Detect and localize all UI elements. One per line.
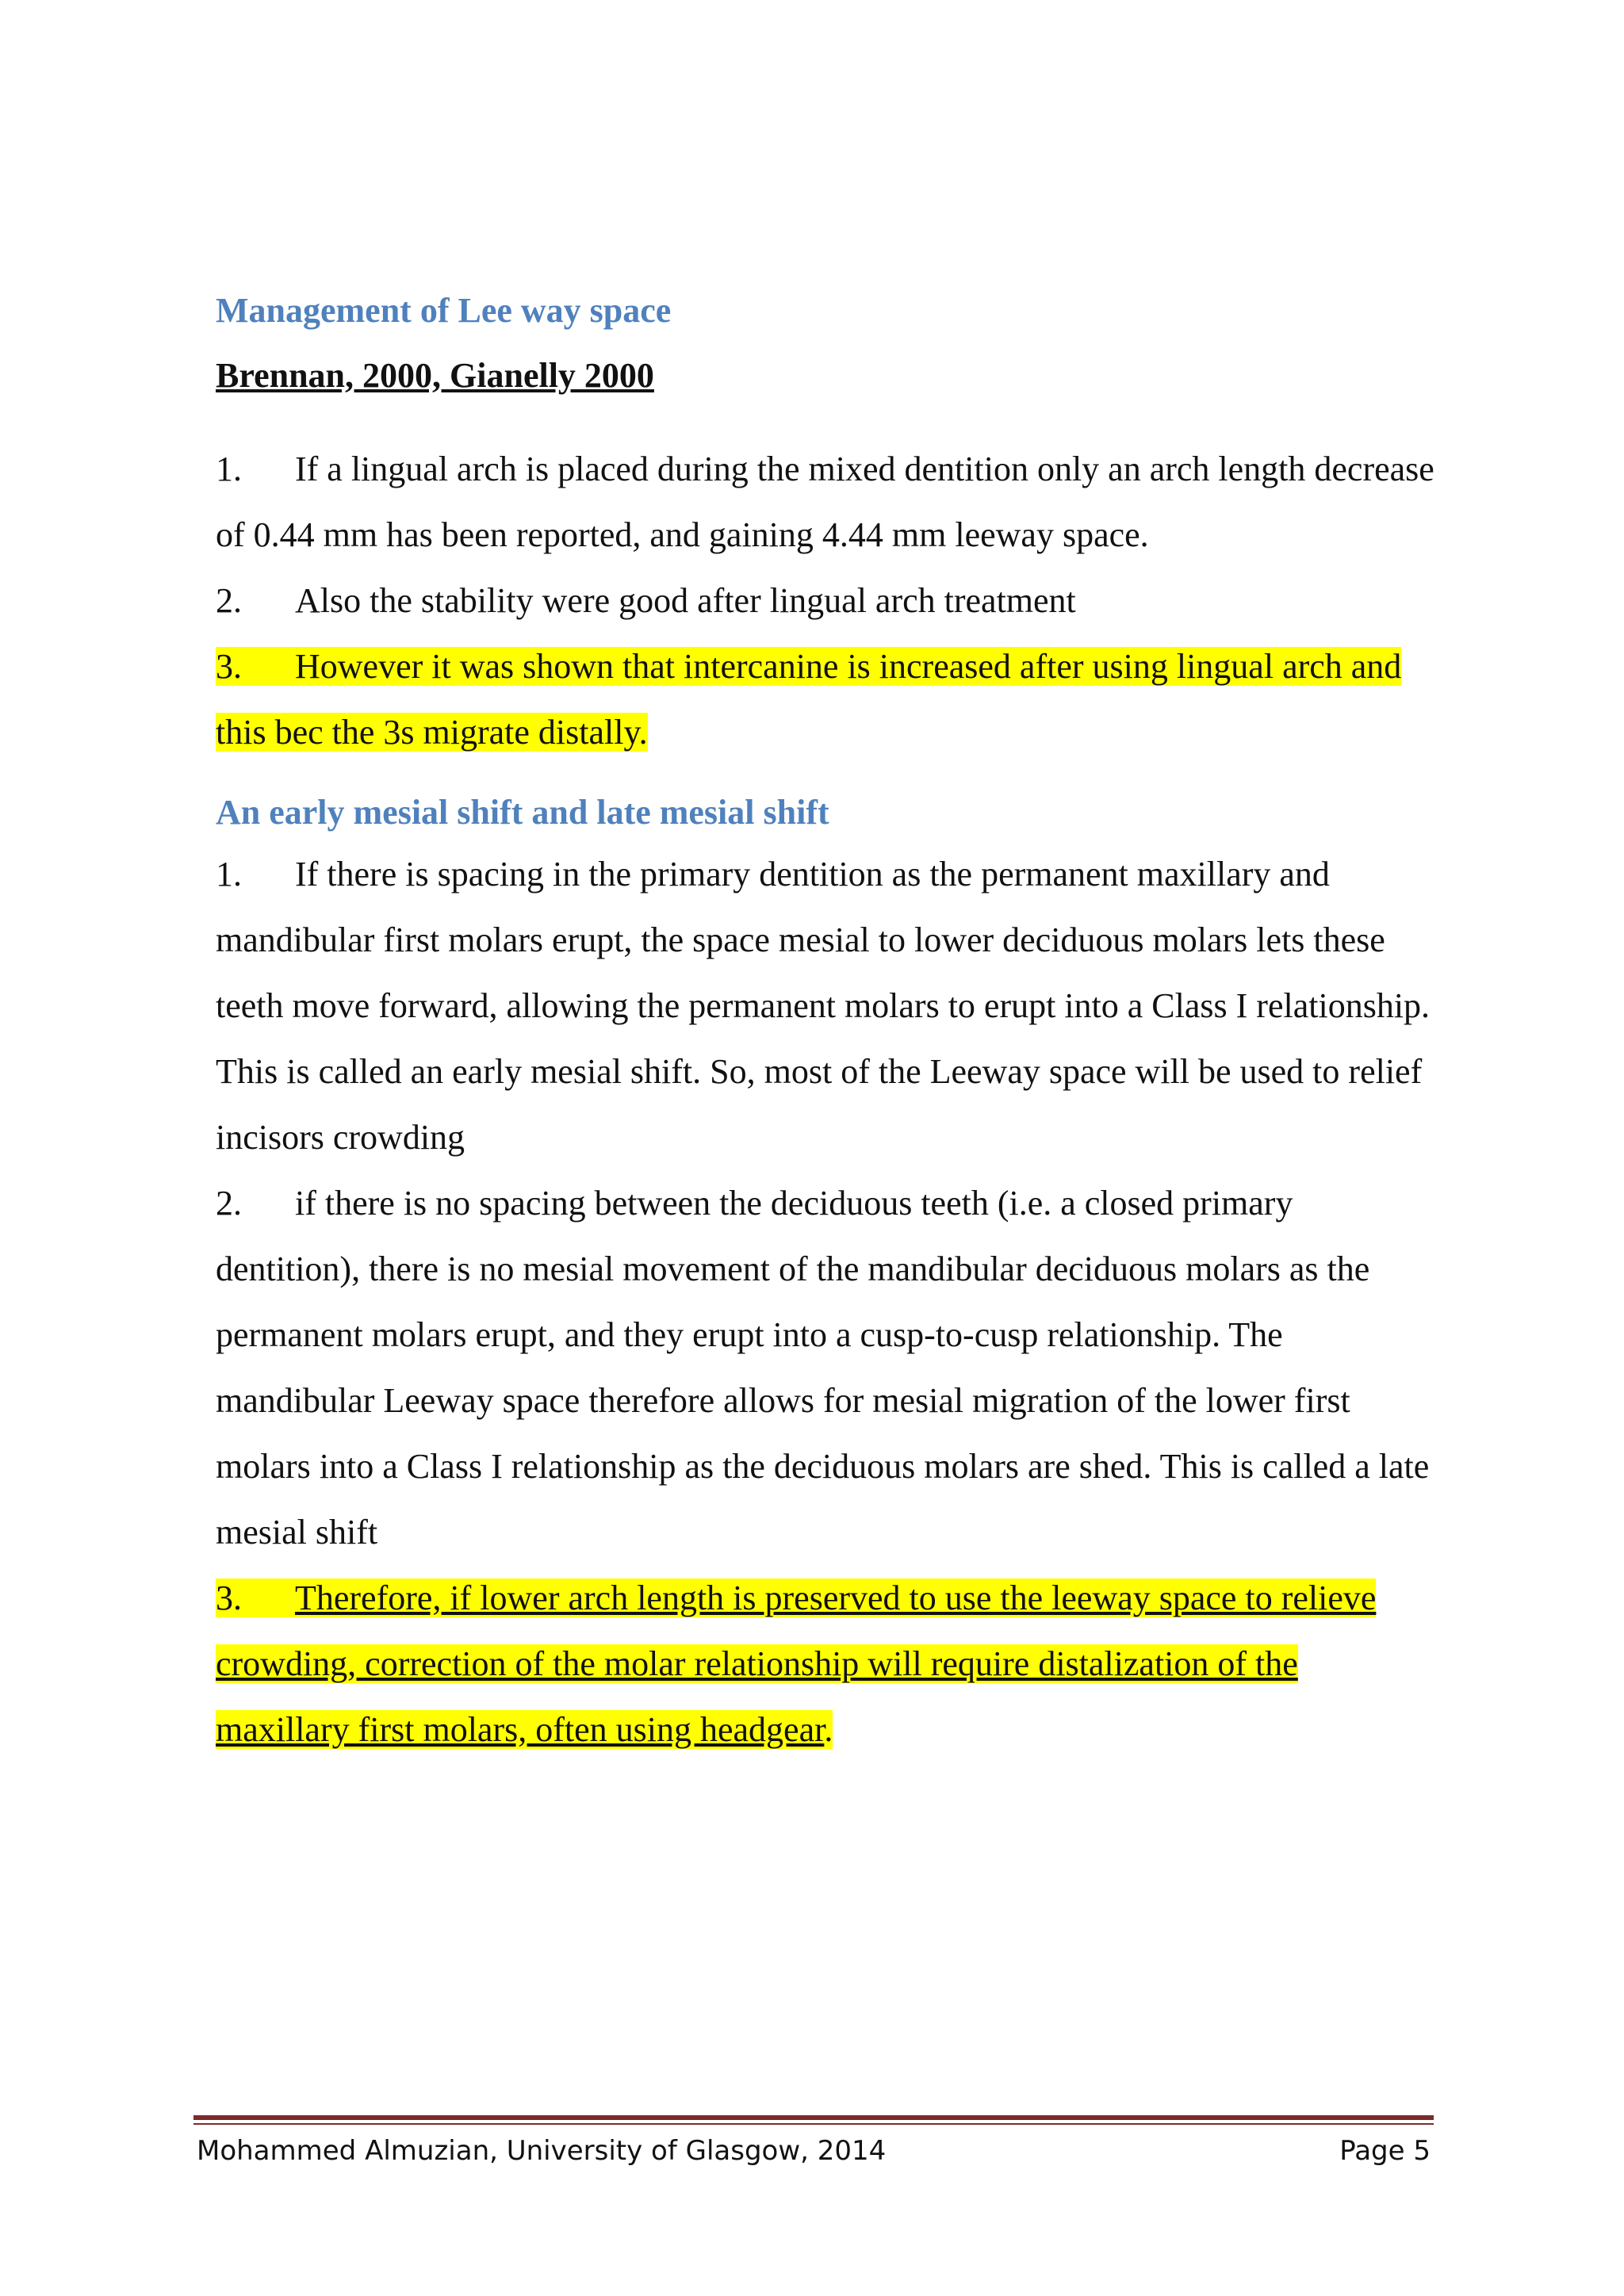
item-number: 2.: [216, 1184, 242, 1223]
item-text: If a lingual arch is placed during the mixed dentition only an arch length decrease of 0.44 mm has been reported, and gaining 4.44 mm leeway space.: [216, 450, 1434, 554]
footer-author: Mohammed Almuzian, University of Glasgow, 2014: [197, 2135, 887, 2167]
item-trailing-period: .: [824, 1710, 833, 1749]
item-text: if there is no spacing between the deciduous teeth (i.e. a closed primary dentition), there is no mesial movement of the mandibular deciduous molars as the permanent molars erupt, and they erupt into a cusp-to-cusp relationship. The mandibular Leeway space therefore allows for mesial migration of the lower first molars into a Class I relationship as the deciduous molars are shed. This is called a late mesial shift: [216, 1184, 1430, 1552]
highlighted-text: [216, 1578, 1376, 1749]
footer-divider: [193, 2115, 1434, 2120]
list-item: [216, 436, 1437, 568]
item-text: However it was shown that intercanine is increased after using lingual arch and this bec the 3s migrate distally.: [216, 647, 1402, 752]
highlighted-text: [216, 647, 1401, 752]
item-number: 3.: [216, 647, 242, 686]
reference-citation: Brennan, 2000, Gianelly 2000: [216, 356, 654, 395]
list-item: [216, 568, 1437, 633]
list-item-highlighted: [216, 1565, 1437, 1762]
item-number: 1.: [216, 450, 242, 488]
page-content: [216, 285, 1437, 1762]
item-text: Also the stability were good after lingual arch treatment: [295, 581, 1076, 620]
item-text: If there is spacing in the primary dentition as the permanent maxillary and mandibular first molars erupt, the space mesial to lower deciduous molars lets these teeth move forward, allowing the permanent molars to erupt into a Class I relationship. This is called an early mesial shift. So, most of the Leeway space will be used to relief incisors crowding: [216, 855, 1431, 1157]
footer-divider-thin: [193, 2123, 1434, 2125]
list-item: [216, 1170, 1437, 1565]
page-number: Page 5: [1339, 2135, 1431, 2167]
list-item-highlighted: [216, 633, 1437, 765]
item-number: 1.: [216, 855, 242, 894]
item-number: 3.: [216, 1578, 242, 1617]
item-number: 2.: [216, 581, 242, 620]
section-heading-mesial-shift: An early mesial shift and late mesial shift: [216, 793, 829, 832]
list-item: [216, 841, 1437, 1170]
item-text-underlined: Therefore, if lower arch length is preserved to use the leeway space to relieve crowding, correction of the molar relationship will require distalization of the maxillary first molars, often using headgear: [216, 1578, 1377, 1749]
section-heading-leeway-management: Management of Lee way space: [216, 291, 672, 330]
